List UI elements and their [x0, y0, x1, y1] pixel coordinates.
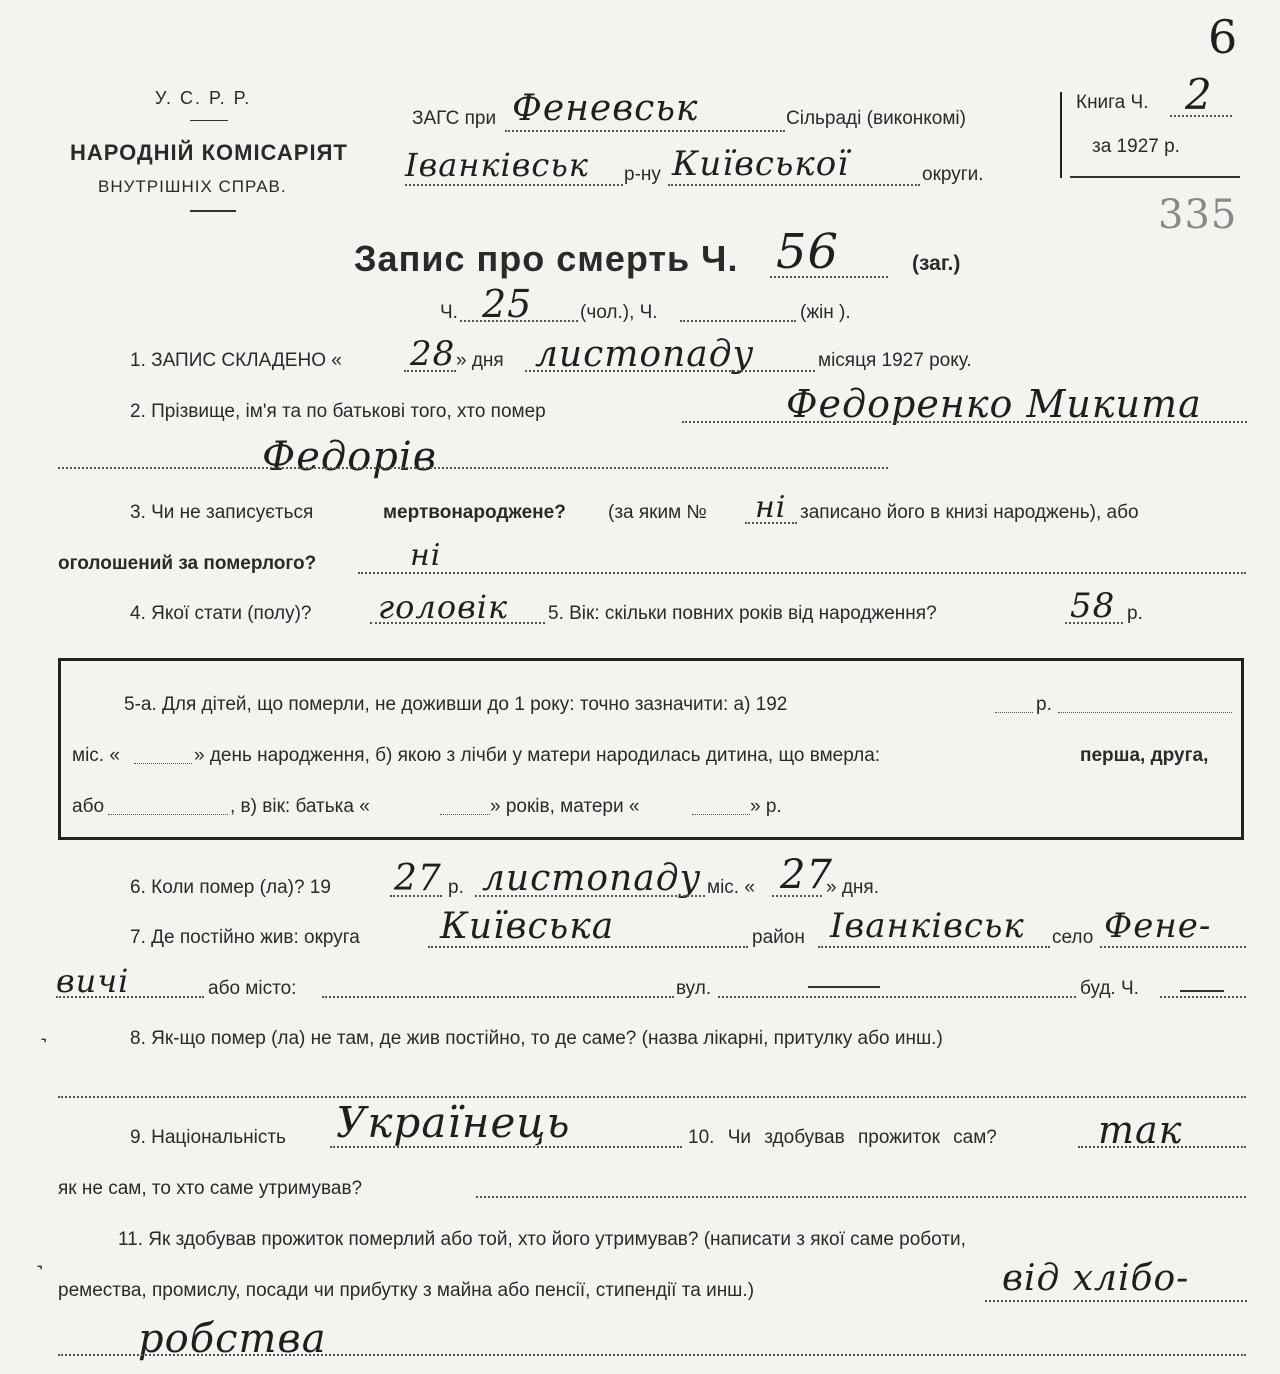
box5a-line1-tail: р.	[1036, 694, 1052, 715]
box5a-line1: 5-а. Для дітей, що померли, не доживши до 1 року: точно зазначити: а) 192	[124, 694, 788, 715]
field6-day-line	[772, 895, 822, 897]
field7-label: 7. Де постійно жив: округа	[130, 927, 360, 948]
field8-label: 8. Як-що помер (ла) не там, де жив постійно, то де саме? (назва лікарні, притулку або инш.)	[130, 1028, 943, 1049]
field3-tail: записано його в книзі народжень), або	[800, 502, 1139, 523]
field7-selo-line	[1100, 946, 1246, 948]
field10-line2: як не сам, то хто саме утримував?	[58, 1178, 363, 1199]
okrug-label: округи.	[922, 164, 984, 185]
field6-month: листопаду	[482, 858, 702, 899]
field5-unit: р.	[1127, 603, 1143, 624]
box5a-line2-bold: перша, друга,	[1080, 745, 1209, 766]
field3-line2: оголошений за померлого?	[58, 553, 317, 574]
field1-day-suffix: » дня	[456, 350, 504, 371]
header-divider-2	[190, 210, 236, 212]
male-number-line	[460, 320, 578, 322]
field6-month-line	[475, 895, 705, 897]
field6-day: 27	[780, 852, 833, 898]
field3-number: ні	[755, 490, 787, 525]
field5-answer-line	[1065, 622, 1123, 624]
field8-line	[58, 1096, 1246, 1098]
field7-selo-cont-line	[56, 996, 204, 998]
field7-rayon-label: район	[752, 927, 805, 948]
female-suffix: (жін ).	[800, 302, 851, 323]
field7-selo-cont: вичі	[56, 962, 130, 1000]
field2-name-line	[682, 421, 1247, 423]
field6-tail: » дня.	[826, 877, 879, 898]
book-number-line	[1170, 115, 1232, 117]
male-label: Ч.	[440, 302, 458, 323]
box5a-order-line	[108, 814, 228, 815]
field7-vul-dash	[808, 986, 880, 988]
field1-day: 28	[410, 334, 456, 374]
field7-vul-label: вул.	[676, 978, 712, 999]
field6-label: 6. Коли помер (ла)? 19	[130, 877, 331, 898]
archive-number: 335	[1158, 192, 1238, 238]
margin-mark-2: ˺	[36, 1262, 44, 1287]
field5-answer: 58	[1070, 586, 1116, 626]
field1-month-line	[525, 370, 815, 372]
commissariat-label: НАРОДНІЙ КОМІСАРІЯТ	[70, 140, 348, 165]
box5a-father-line	[440, 814, 490, 815]
record-number-line	[770, 276, 888, 278]
field7-okrug: Київська	[440, 906, 615, 947]
district-line	[405, 184, 623, 186]
box5a-line3-start: або	[72, 796, 105, 817]
field9-label: 9. Національність	[130, 1127, 286, 1148]
field4-answer-line	[370, 622, 545, 624]
box5a-line3-mid2: » років, матери «	[490, 796, 640, 817]
field7-vul-line	[718, 996, 1076, 998]
book-box-bottom	[1070, 176, 1240, 178]
field6-r: р.	[448, 877, 464, 898]
field7-selo-label: село	[1052, 927, 1094, 948]
field10-answer-line	[1078, 1146, 1246, 1148]
field11-line2: ремества, промислу, посади чи прибутку з майна або пенсії, стипендії та инш.)	[58, 1280, 755, 1301]
council-line	[505, 130, 785, 132]
field1-day-line	[404, 370, 456, 372]
book-box-left-border	[1060, 92, 1062, 178]
field11-answer-line	[985, 1300, 1247, 1302]
box5a-line2-start: міс. «	[72, 745, 120, 766]
box5a-year-line	[995, 712, 1033, 713]
council-suffix: Сільраді (виконкомі)	[786, 108, 966, 129]
field11-label: 11. Як здобував прожиток померлий або той, хто його утримував? (написати з якої саме роботи,	[118, 1229, 966, 1250]
field11-answer-cont: робства	[138, 1316, 327, 1362]
year-line: за 1927 р.	[1092, 136, 1180, 157]
field9-answer-line	[330, 1146, 682, 1148]
field2-name: Федоренко Микита	[786, 382, 1202, 426]
zags-prefix: ЗАГС при	[412, 108, 497, 129]
field9-answer: Українець	[336, 1098, 571, 1147]
field7-bud-dash	[1180, 990, 1224, 992]
box5a-line3-mid: , в) вік: батька «	[230, 796, 370, 817]
field10-line2-fill	[476, 1196, 1246, 1198]
field5-label: 5. Вік: скільки повних років від народження?	[548, 603, 937, 624]
okrug-line	[668, 184, 920, 186]
field2-patronymic-line	[58, 467, 888, 469]
field3-answer-line	[358, 572, 1246, 574]
field11-answer: від хлібо-	[1002, 1258, 1190, 1299]
box5a-line2-mid: » день народження, б) якою з лічби у матери народилась дитина, що вмерла:	[194, 745, 881, 766]
field3-answer: ні	[410, 538, 442, 573]
header-divider-1	[190, 120, 228, 121]
field6-year: 27	[394, 858, 442, 899]
council-name: Феневськ	[512, 88, 699, 129]
field11-answer-cont-line	[58, 1354, 1246, 1356]
field1-tail: місяця 1927 року.	[818, 350, 972, 371]
department-label: ВНУТРІШНІХ СПРАВ.	[98, 177, 287, 196]
field10-label: 10. Чи здобував прожиток сам?	[688, 1127, 997, 1148]
field7-selo: Фене-	[1104, 906, 1212, 946]
field3-label: 3. Чи не записується	[130, 502, 314, 523]
field1-month: листопаду	[535, 334, 755, 375]
box5a-mother-line	[692, 814, 750, 815]
field7-misto-line	[322, 996, 674, 998]
box5a-line1-fill	[1058, 712, 1232, 713]
district-name: Іванківськ	[405, 146, 589, 184]
book-label: Книга Ч.	[1076, 92, 1149, 113]
field3-mid: (за яким №	[608, 502, 707, 523]
field1-label: 1. ЗАПИС СКЛАДЕНО «	[130, 350, 342, 371]
field4-label: 4. Якої стати (полу)?	[130, 603, 312, 624]
male-number: 25	[482, 282, 533, 326]
field7-bud-label: буд. Ч.	[1080, 978, 1139, 999]
box5a-month-line	[134, 763, 192, 764]
field7-misto-label: або місто:	[208, 978, 297, 999]
field6-mis: міс. «	[707, 877, 755, 898]
field3-number-line	[745, 522, 797, 524]
margin-mark-1: ˺	[40, 1035, 48, 1060]
field4-answer: головік	[378, 588, 509, 626]
corner-number: 6	[1208, 10, 1239, 64]
republic-label: У. С. Р. Р.	[155, 88, 252, 108]
field7-rayon: Іванківськ	[830, 906, 1025, 946]
district-label: р-ну	[624, 164, 661, 185]
field7-bud-line	[1160, 996, 1246, 998]
female-number-line	[680, 320, 796, 322]
okrug-name: Київської	[672, 144, 850, 184]
box5a-line3-tail: » р.	[750, 796, 782, 817]
field2-patronymic: Федорів	[262, 434, 437, 480]
field6-year-line	[390, 895, 442, 897]
field2-label: 2. Прізвище, ім'я та по батькові того, хто помер	[130, 401, 546, 422]
title-suffix: (заг.)	[912, 252, 961, 275]
book-number: 2	[1185, 70, 1213, 119]
record-number: 56	[776, 224, 840, 280]
field7-okrug-line	[428, 946, 748, 948]
field10-answer: так	[1098, 1108, 1183, 1152]
male-suffix: (чол.), Ч.	[580, 302, 658, 323]
field7-rayon-line	[818, 946, 1050, 948]
field3-bold: мертвонароджене?	[383, 502, 566, 523]
page-title: Запис про смерть Ч.	[354, 238, 739, 279]
